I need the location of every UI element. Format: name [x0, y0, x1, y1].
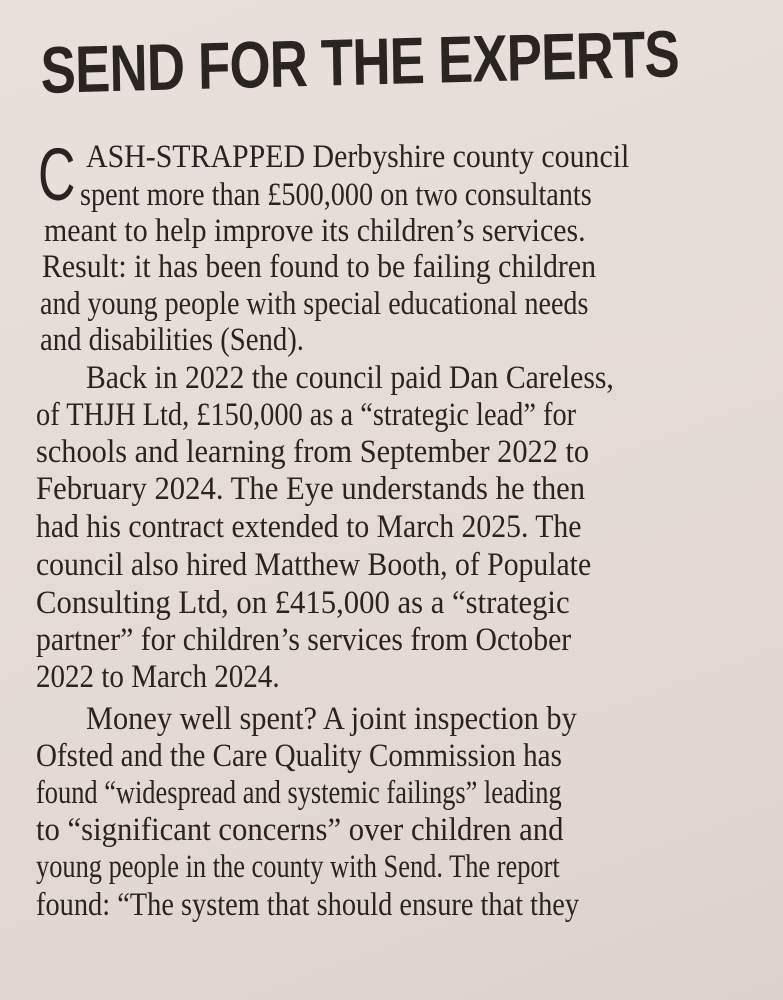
- text-line: February 2024. The Eye understands he then: [36, 471, 586, 507]
- text-line: 2022 to March 2024.: [36, 659, 280, 695]
- text-line: schools and learning from September 2022 to: [36, 434, 590, 470]
- text-line: Consulting Ltd, on £415,000 as a “strategic: [36, 585, 570, 621]
- text-line: found: “The system that should ensure that they: [36, 887, 580, 923]
- text-line: and disabilities (Send).: [40, 322, 304, 358]
- text-line: Result: it has been found to be failing children: [42, 249, 597, 285]
- text-line: to “significant concerns” over children and: [36, 812, 564, 848]
- text-line: found “widespread and systemic failings” leading: [36, 775, 562, 811]
- text-line: council also hired Matthew Booth, of Populate: [36, 547, 592, 583]
- drop-cap: C: [38, 133, 76, 216]
- headline: SEND FOR THE EXPERTS: [40, 16, 680, 107]
- text-line: young people in the county with Send. The report: [36, 849, 560, 885]
- text-line: partner” for children’s services from October: [36, 622, 572, 658]
- text-line: had his contract extended to March 2025. The: [36, 509, 582, 545]
- text-line: Ofsted and the Care Quality Commission has: [36, 738, 562, 774]
- text-line: meant to help improve its children’s services.: [44, 213, 586, 249]
- text-line: ASH-STRAPPED Derbyshire county council: [86, 139, 630, 175]
- text-line: spent more than £500,000 on two consultants: [80, 177, 592, 213]
- text-line: Money well spent? A joint inspection by: [86, 701, 577, 737]
- text-line: and young people with special educational needs: [40, 286, 589, 322]
- text-line: Back in 2022 the council paid Dan Careless,: [86, 360, 614, 396]
- text-line: of THJH Ltd, £150,000 as a “strategic lead” for: [36, 397, 577, 433]
